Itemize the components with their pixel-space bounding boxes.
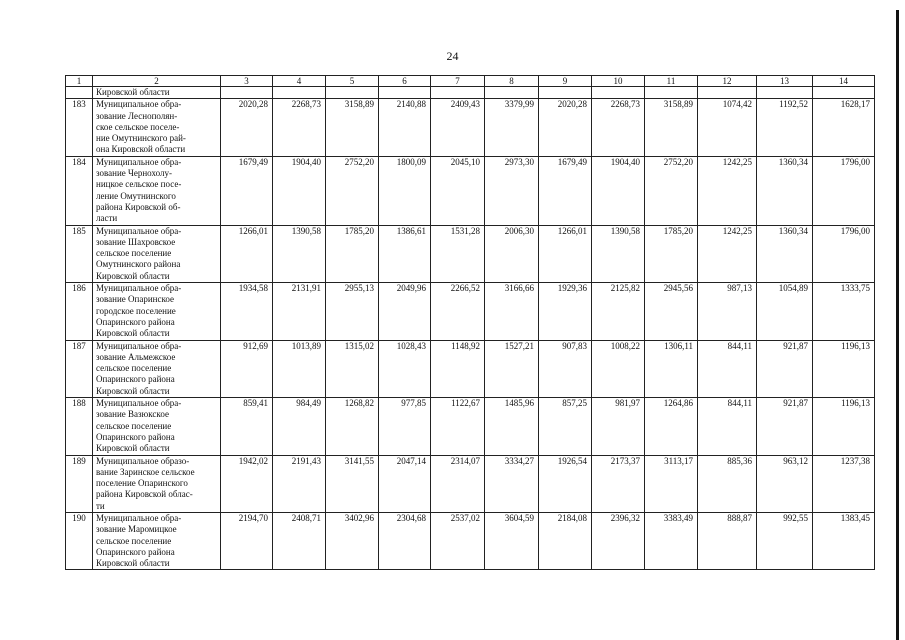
- row-number: 189: [66, 455, 93, 512]
- name-line: Кировской области: [96, 558, 170, 569]
- continuation-text: Кировской области: [93, 87, 221, 99]
- value-cell: 1785,20: [645, 225, 698, 282]
- name-line: ление Омутнинского: [96, 190, 176, 201]
- value-cell: 1485,96: [485, 398, 539, 455]
- value-cell: 2125,82: [592, 283, 645, 340]
- value-cell: 2304,68: [379, 512, 431, 569]
- name-line: Опаринского района: [96, 316, 175, 327]
- name-line: Омутнинского района: [96, 259, 181, 270]
- value-cell: 1315,02: [326, 340, 379, 397]
- name-line: ти: [96, 500, 105, 511]
- value-cell: 2184,08: [539, 512, 592, 569]
- value-cell: 2409,43: [431, 99, 485, 156]
- column-header: 14: [813, 76, 875, 87]
- value-cell: 1266,01: [221, 225, 273, 282]
- value-cell: 992,55: [757, 512, 813, 569]
- value-cell: 2945,56: [645, 283, 698, 340]
- tariff-table: [65, 75, 875, 570]
- value-cell: 1679,49: [221, 156, 273, 225]
- name-line: она Кировской области: [96, 144, 186, 155]
- column-header: 9: [539, 76, 592, 87]
- value-cell: 844,11: [698, 340, 757, 397]
- value-cell: 3402,96: [326, 512, 379, 569]
- value-cell: 859,41: [221, 398, 273, 455]
- value-cell: 1148,92: [431, 340, 485, 397]
- column-header: 12: [698, 76, 757, 87]
- value-cell: 1679,49: [539, 156, 592, 225]
- value-cell: 1390,58: [592, 225, 645, 282]
- value-cell: 2173,37: [592, 455, 645, 512]
- value-cell: 963,12: [757, 455, 813, 512]
- municipality-name: [93, 455, 221, 512]
- value-cell: 3604,59: [485, 512, 539, 569]
- value-cell: 3383,49: [645, 512, 698, 569]
- table-row: [66, 340, 875, 397]
- name-line: зование Вазюкское: [96, 409, 169, 420]
- name-line: Муниципальное обра-: [96, 512, 182, 523]
- row-number: 188: [66, 398, 93, 455]
- column-header: 5: [326, 76, 379, 87]
- value-cell: 921,87: [757, 398, 813, 455]
- name-line: сельское поселение: [96, 420, 172, 431]
- name-line: зование Леснополян-: [96, 110, 178, 121]
- name-line: поселение Опаринского: [96, 478, 188, 489]
- row-number: 183: [66, 99, 93, 156]
- value-cell: 1122,67: [431, 398, 485, 455]
- value-cell: 888,87: [698, 512, 757, 569]
- column-header: 7: [431, 76, 485, 87]
- value-cell: 1527,21: [485, 340, 539, 397]
- value-cell: 1192,52: [757, 99, 813, 156]
- municipality-name: [93, 99, 221, 156]
- value-cell: 984,49: [273, 398, 326, 455]
- value-cell: 2537,02: [431, 512, 485, 569]
- value-cell: 2955,13: [326, 283, 379, 340]
- value-cell: 1360,34: [757, 225, 813, 282]
- name-line: Муниципальное обра-: [96, 340, 182, 351]
- name-line: ласти: [96, 213, 118, 224]
- value-cell: 1333,75: [813, 283, 875, 340]
- name-line: Кировской области: [96, 328, 170, 339]
- value-cell: 2268,73: [592, 99, 645, 156]
- name-line: Муниципальное обра-: [96, 225, 182, 236]
- value-cell: 1266,01: [539, 225, 592, 282]
- value-cell: 1929,36: [539, 283, 592, 340]
- name-line: Муниципальное обра-: [96, 283, 182, 294]
- value-cell: 2140,88: [379, 99, 431, 156]
- value-cell: 1008,22: [592, 340, 645, 397]
- name-line: зование Шахровское: [96, 236, 176, 247]
- value-cell: 1196,13: [813, 398, 875, 455]
- value-cell: 1796,00: [813, 225, 875, 282]
- row-number: 184: [66, 156, 93, 225]
- name-line: Муниципальное обра-: [96, 99, 182, 110]
- value-cell: 2191,43: [273, 455, 326, 512]
- value-cell: 1242,25: [698, 225, 757, 282]
- table-row: [66, 398, 875, 455]
- value-cell: 1934,58: [221, 283, 273, 340]
- page-number: 24: [446, 49, 459, 63]
- value-cell: 3334,27: [485, 455, 539, 512]
- value-cell: 1074,42: [698, 99, 757, 156]
- name-line: ние Омутнинского рай-: [96, 133, 186, 144]
- value-cell: 1386,61: [379, 225, 431, 282]
- value-cell: 981,97: [592, 398, 645, 455]
- value-cell: 3158,89: [645, 99, 698, 156]
- name-line: ское сельское поселе-: [96, 121, 180, 132]
- value-cell: 977,85: [379, 398, 431, 455]
- value-cell: 3141,55: [326, 455, 379, 512]
- value-cell: 2396,32: [592, 512, 645, 569]
- continuation-row: [66, 87, 875, 99]
- column-header: 2: [93, 76, 221, 87]
- value-cell: 1360,34: [757, 156, 813, 225]
- name-line: сельское поселение: [96, 248, 172, 259]
- row-number: 185: [66, 225, 93, 282]
- name-line: Муниципальное обра-: [96, 398, 182, 409]
- value-cell: 1383,45: [813, 512, 875, 569]
- table-row: [66, 156, 875, 225]
- value-cell: 3379,99: [485, 99, 539, 156]
- municipality-name: [93, 156, 221, 225]
- value-cell: 2752,20: [326, 156, 379, 225]
- municipality-name: [93, 340, 221, 397]
- value-cell: 2752,20: [645, 156, 698, 225]
- name-line: Опаринского района: [96, 374, 175, 385]
- value-cell: 2047,14: [379, 455, 431, 512]
- value-cell: 1531,28: [431, 225, 485, 282]
- column-header: 1: [66, 76, 93, 87]
- value-cell: 912,69: [221, 340, 273, 397]
- value-cell: 2194,70: [221, 512, 273, 569]
- value-cell: 1028,43: [379, 340, 431, 397]
- value-cell: 2020,28: [221, 99, 273, 156]
- value-cell: 2006,30: [485, 225, 539, 282]
- value-cell: 1796,00: [813, 156, 875, 225]
- row-number: 187: [66, 340, 93, 397]
- municipality-name: [93, 512, 221, 569]
- value-cell: 921,87: [757, 340, 813, 397]
- value-cell: 1242,25: [698, 156, 757, 225]
- municipality-name: [93, 398, 221, 455]
- value-cell: 1904,40: [592, 156, 645, 225]
- value-cell: 2408,71: [273, 512, 326, 569]
- name-line: района Кировской облас-: [96, 489, 193, 500]
- column-number-row: [66, 76, 875, 87]
- table-row: [66, 99, 875, 156]
- value-cell: 2973,30: [485, 156, 539, 225]
- value-cell: 844,11: [698, 398, 757, 455]
- name-line: района Кировской об-: [96, 201, 181, 212]
- column-header: 10: [592, 76, 645, 87]
- column-header: 4: [273, 76, 326, 87]
- value-cell: 2314,07: [431, 455, 485, 512]
- name-line: Кировской области: [96, 443, 170, 454]
- table-row: [66, 512, 875, 569]
- value-cell: 1196,13: [813, 340, 875, 397]
- municipality-name: [93, 283, 221, 340]
- value-cell: 1785,20: [326, 225, 379, 282]
- name-line: зование Опаринское: [96, 294, 174, 305]
- value-cell: 1800,09: [379, 156, 431, 225]
- value-cell: 2049,96: [379, 283, 431, 340]
- value-cell: 1264,86: [645, 398, 698, 455]
- name-line: Опаринского района: [96, 431, 175, 442]
- name-line: сельское поселение: [96, 535, 172, 546]
- name-line: зование Маромицкое: [96, 524, 177, 535]
- value-cell: 3158,89: [326, 99, 379, 156]
- name-line: Опаринского района: [96, 546, 175, 557]
- value-cell: 3166,66: [485, 283, 539, 340]
- value-cell: 1926,54: [539, 455, 592, 512]
- value-cell: 2131,91: [273, 283, 326, 340]
- name-line: зование Чернохолу-: [96, 168, 172, 179]
- column-header: 3: [221, 76, 273, 87]
- name-line: вание Заринское сельское: [96, 466, 195, 477]
- value-cell: 2266,52: [431, 283, 485, 340]
- column-header: 11: [645, 76, 698, 87]
- value-cell: 1054,89: [757, 283, 813, 340]
- value-cell: 2045,10: [431, 156, 485, 225]
- value-cell: 3113,17: [645, 455, 698, 512]
- name-line: зование Альмежское: [96, 351, 176, 362]
- column-header: 13: [757, 76, 813, 87]
- name-line: сельское поселение: [96, 363, 172, 374]
- column-header: 8: [485, 76, 539, 87]
- row-number: 190: [66, 512, 93, 569]
- table-row: [66, 283, 875, 340]
- municipality-name: [93, 225, 221, 282]
- value-cell: 2268,73: [273, 99, 326, 156]
- value-cell: 987,13: [698, 283, 757, 340]
- value-cell: 907,83: [539, 340, 592, 397]
- value-cell: 857,25: [539, 398, 592, 455]
- value-cell: 1628,17: [813, 99, 875, 156]
- page-edge-bar: [896, 10, 899, 640]
- value-cell: 1268,82: [326, 398, 379, 455]
- column-header: 6: [379, 76, 431, 87]
- name-line: Муниципальное образо-: [96, 455, 190, 466]
- value-cell: 1942,02: [221, 455, 273, 512]
- name-line: Кировской области: [96, 385, 170, 396]
- table-row: [66, 225, 875, 282]
- value-cell: 2020,28: [539, 99, 592, 156]
- row-number: 186: [66, 283, 93, 340]
- name-line: городское поселение: [96, 305, 176, 316]
- value-cell: 1237,38: [813, 455, 875, 512]
- value-cell: 1306,11: [645, 340, 698, 397]
- value-cell: 1013,89: [273, 340, 326, 397]
- table-row: [66, 455, 875, 512]
- name-line: Кировской области: [96, 270, 170, 281]
- name-line: Муниципальное обра-: [96, 156, 182, 167]
- value-cell: 885,36: [698, 455, 757, 512]
- value-cell: 1390,58: [273, 225, 326, 282]
- value-cell: 1904,40: [273, 156, 326, 225]
- name-line: ницкое сельское посе-: [96, 179, 182, 190]
